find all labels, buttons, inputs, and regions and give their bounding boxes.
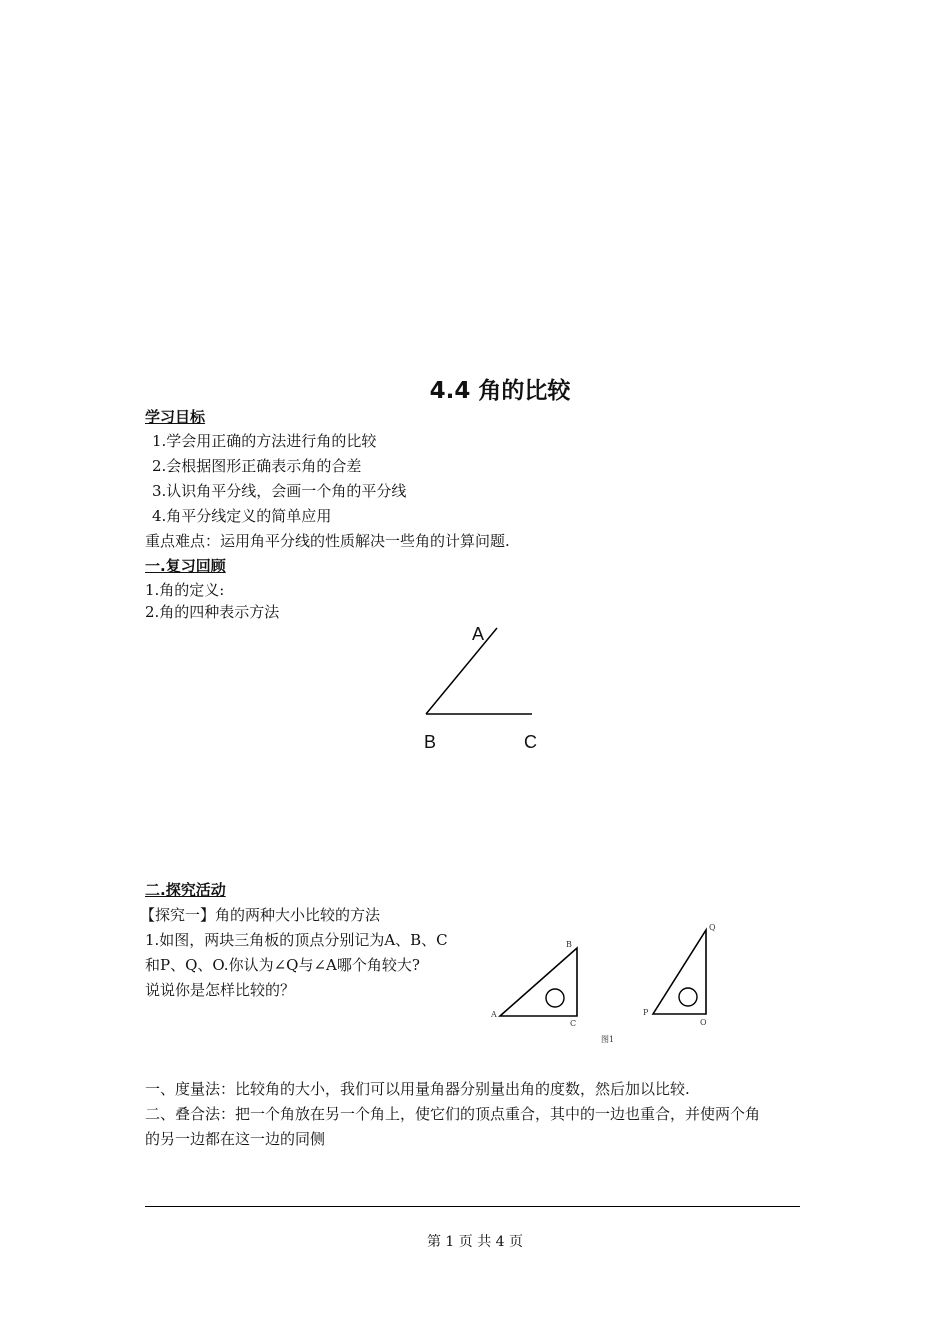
angle-label-c: C [524,732,537,752]
angle-label-a: A [472,624,485,644]
goal-item-4: 4.角平分线定义的简单应用 [152,507,332,525]
triangle-abc [500,948,577,1016]
method-line-2: 二、叠合法：把一个角放在另一个角上，使它们的顶点重合，其中的一边也重合，并使两个角 [145,1105,761,1123]
review-heading: 一.复习回顾 [145,557,226,575]
triangle-abc-hole [546,989,564,1007]
question-line-1: 1.如图，两块三角板的顶点分别记为A、B、C [145,931,448,949]
question-line-3: 说说你是怎样比较的？ [145,981,296,999]
method-line-3: 的另一边都在这一边的同侧 [145,1130,326,1148]
goal-item-2: 2.会根据图形正确表示角的合差 [152,457,362,475]
tri-label-c: C [570,1019,577,1028]
question-line-2: 和P、Q、O.你认为∠Q与∠A哪个角较大? [145,956,420,974]
tri-label-a: A [491,1010,497,1019]
page-footer: 第 1 页 共 4 页 [426,1234,524,1250]
triangle-pqo-hole [679,988,697,1006]
goal-item-1: 1.学会用正确的方法进行角的比较 [152,432,377,450]
goals-heading: 学习目标 [145,408,206,426]
review-item-2: 2.角的四种表示方法 [145,603,280,621]
tri-label-p: P [643,1008,649,1017]
tri-label-q: Q [709,923,716,932]
tri-label-o: O [700,1018,707,1027]
figure-caption: 图1 [601,1035,615,1044]
page-title: 4.4 角的比较 [429,378,571,404]
goal-item-3: 3.认识角平分线，会画一个角的平分线 [152,482,407,500]
angle-label-b: B [424,732,437,752]
explore-heading: 二.探究活动 [145,881,226,899]
explore-subheading: 【探究一】角的两种大小比较的方法 [140,906,381,924]
review-item-1: 1.角的定义: [145,581,225,599]
key-point: 重点难点：运用角平分线的性质解决一些角的计算问题. [145,532,510,550]
footer-divider [145,1206,800,1207]
method-line-1: 一、度量法：比较角的大小，我们可以用量角器分别量出角的度数，然后加以比较. [145,1080,690,1098]
tri-label-b: B [566,940,572,949]
